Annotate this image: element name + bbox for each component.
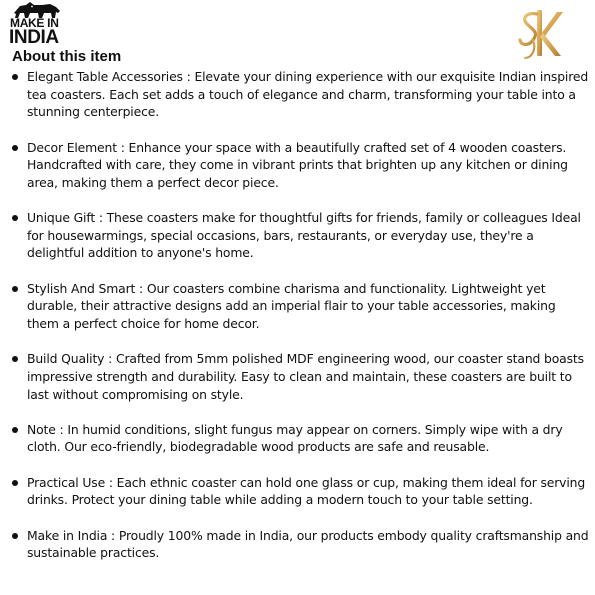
- list-item: [0, 139, 595, 192]
- bullet-dot-icon: [12, 286, 18, 292]
- list-item: [0, 527, 595, 562]
- section-title: About this item: [12, 48, 122, 65]
- bullet-text: Stylish And Smart : Our coasters combine charisma and functionality. Lightweight yet durable, their attractive designs add an imperial flair to your table accessories, making them a perfect choice for home decor.: [27, 280, 556, 331]
- bullet-dot-icon: [12, 533, 18, 539]
- bullet-text: Unique Gift : These coasters make for thoughtful gifts for friends, family or colleagues Ideal for housewarmings, special occasions, bars, restaurants, or everyday use, they're a delightful addition to anyone's home.: [27, 210, 581, 261]
- bullet-text: Elegant Table Accessories : Elevate your dining experience with our exquisite Indian inspired tea coasters. Each set adds a touch of elegance and charm, transforming your table into a stunning centerpiece.: [27, 69, 589, 120]
- list-item: [0, 350, 595, 403]
- feature-bullet-list: [0, 68, 595, 580]
- bullet-dot-icon: [12, 74, 18, 80]
- make-in-india-logo: [6, 1, 74, 49]
- list-item: [0, 280, 595, 333]
- list-item: [0, 209, 595, 262]
- list-item: [0, 421, 595, 456]
- bullet-dot-icon: [12, 427, 18, 433]
- bullet-dot-icon: [12, 480, 18, 486]
- list-item: [0, 474, 595, 509]
- bullet-text: Practical Use : Each ethnic coaster can hold one glass or cup, making them ideal for serving drinks. Protect your dining table while adding a modern touch to your table setting.: [27, 474, 586, 508]
- logo-india-text: INDIA: [9, 27, 59, 48]
- logo-make-text: MAKE IN: [10, 16, 59, 30]
- bullet-dot-icon: [12, 215, 18, 221]
- brand-sk-logo-icon: [517, 6, 567, 62]
- bullet-text: Decor Element : Enhance your space with a beautifully crafted set of 4 wooden coasters. Handcrafted with care, they come in vibrant prints that brighten up any kitchen or dining area, making them a perfect decor piece.: [27, 139, 568, 190]
- list-item: [0, 68, 595, 121]
- bullet-text: Make in India : Proudly 100% made in India, our products embody quality craftsmanship and sustainable practices.: [27, 527, 589, 561]
- bullet-dot-icon: [12, 145, 18, 151]
- bullet-dot-icon: [12, 356, 18, 362]
- bullet-text: Note : In humid conditions, slight fungus may appear on corners. Simply wipe with a dry cloth. Our eco-friendly, biodegradable wood products are safe and reusable.: [27, 421, 563, 455]
- bullet-text: Build Quality : Crafted from 5mm polished MDF engineering wood, our coaster stand boasts impressive strength and durability. Easy to clean and maintain, these coasters are built to last without compromising on style.: [27, 351, 584, 402]
